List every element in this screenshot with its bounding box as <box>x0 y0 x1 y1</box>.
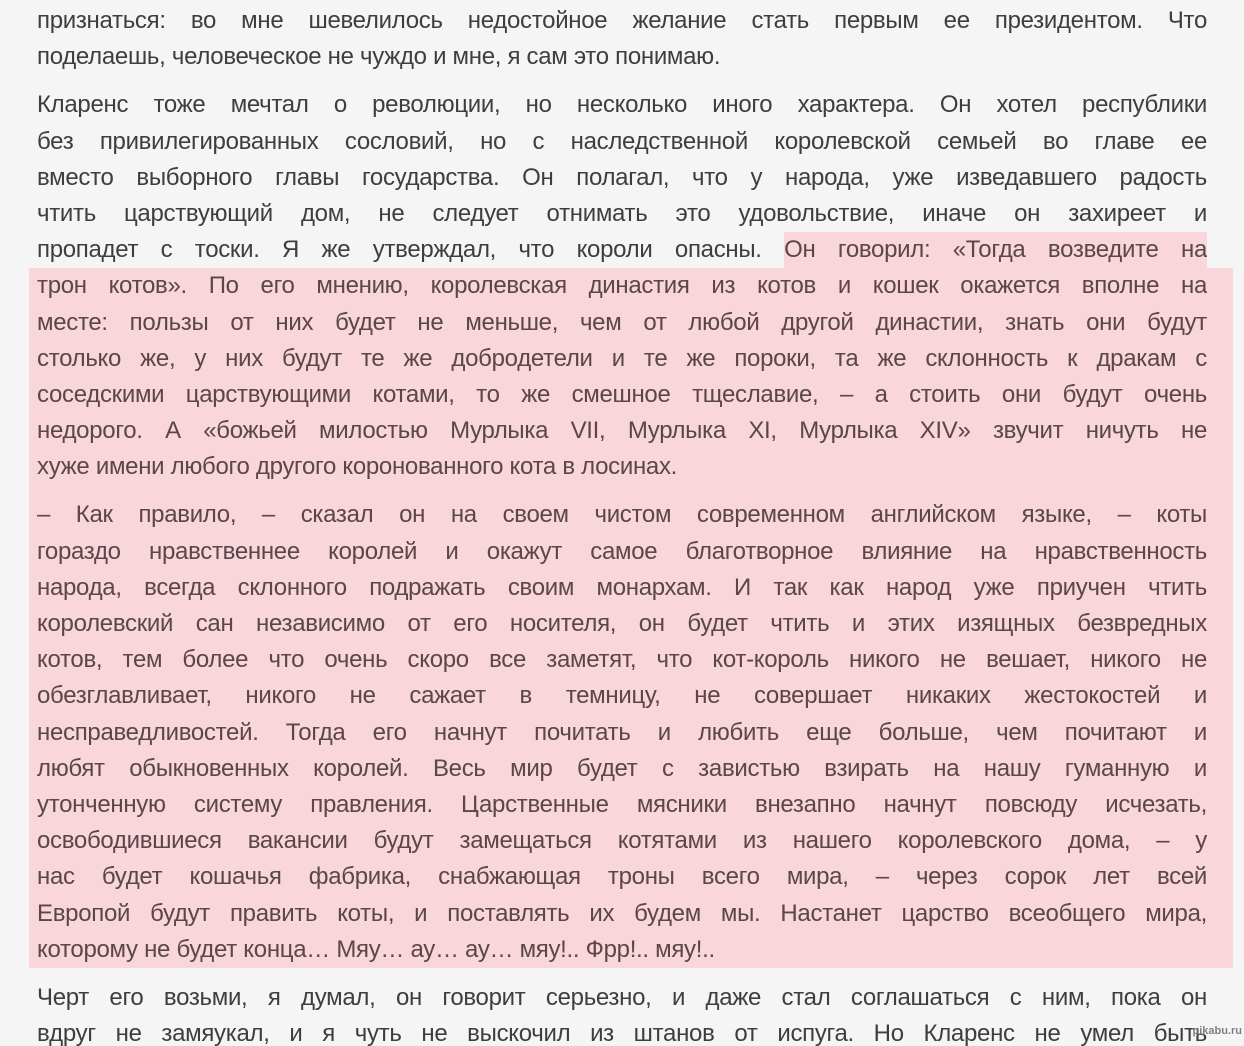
text-line: гораздо нравственнее королей и окажут самое благотворное влияние на нравственность <box>37 537 1207 565</box>
paragraph-gap <box>37 485 1207 497</box>
text-line: трон котов». По его мнению, королевская династия из котов и кошек окажется вполне на <box>37 272 1207 300</box>
paragraph-2-start <box>37 87 1207 268</box>
pikabu-watermark: pikabu.ru <box>1192 1025 1242 1037</box>
text-line: обезглавливает, никого не сажает в темницу, не совершает никаких жестокостей и <box>37 682 1207 710</box>
text-line-selection-start <box>37 232 1207 268</box>
text-line: месте: пользы от них будет не меньше, чем от любой другой династии, знать они будут <box>37 308 1207 336</box>
selection-highlight-start: Он говорил: «Тогда возведите на <box>784 232 1207 268</box>
text-line: утонченную систему правления. Царственные мясники внезапно начнут повсюду исчезать, <box>37 790 1207 818</box>
text-line: – Как правило, – сказал он на своем чистом современном английском языке, – коты <box>37 501 1207 529</box>
text-line: недорого. А «божьей милостью Мурлыка VII, Мурлыка XI, Мурлыка XIV» звучит ничуть не <box>37 417 1207 445</box>
text-line: соседскими царствующими котами, то же смешное тщеславие, – а стоить они будут очень <box>37 380 1207 408</box>
text-line: котов, тем более что очень скоро все заметят, что кот-король никого не вешает, никого не <box>37 646 1207 674</box>
text-line: несправедливостей. Тогда его начнут почитать и любить еще больше, чем почитают и <box>37 718 1207 746</box>
text-line: хуже имени любого другого коронованного кота в лосинах. <box>37 453 678 481</box>
text-line: нас будет кошачья фабрика, снабжающая троны всего мира, – через сорок лет всей <box>37 863 1207 891</box>
text-line: Европой будут править коты, и поставлять их будем мы. Настанет царство всеобщего мира, <box>37 899 1207 927</box>
paragraph-3 <box>37 497 1207 967</box>
text-line: которому не будет конца… Мяу… ау… ау… мяу!.. Фрр!.. мяу!.. <box>37 935 715 963</box>
text-line: чтить царствующий дом, не следует отнимать это удовольствие, иначе он захиреет и <box>37 199 1207 227</box>
paragraph-1 <box>37 3 1207 75</box>
text-line: Черт его возьми, я думал, он говорит серьезно, и даже стал соглашаться с ним, пока он <box>37 983 1207 1011</box>
paragraph-4 <box>37 980 1207 1046</box>
text-line: любят обыкновенных королей. Весь мир будет с завистью взирать на нашу гуманную и <box>37 754 1207 782</box>
text-line: без привилегированных сословий, но с наследственной королевской семьей во главе ее <box>37 127 1207 155</box>
text-line: вдруг не замяукал, и я чуть не выскочил из штанов от испуга. Но Кларенс не умел быть <box>37 1020 1207 1046</box>
text-line: народа, всегда склонного подражать своим монархам. И так как народ уже приучен чтить <box>37 573 1207 601</box>
selection-highlight-block <box>29 268 1233 968</box>
text-line: вместо выборного главы государства. Он полагал, что у народа, уже изведавшего радость <box>37 163 1207 191</box>
text-line: Кларенс тоже мечтал о революции, но несколько иного характера. Он хотел республики <box>37 91 1207 119</box>
text-line: столько же, у них будут те же добродетели и те же пороки, та же склонность к дракам с <box>37 344 1207 372</box>
text-line: признаться: во мне шевелилось недостойное желание стать первым ее президентом. Что <box>37 7 1207 34</box>
text-line: поделаешь, человеческое не чуждо и мне, я сам это понимаю. <box>37 43 721 71</box>
text-line: королевский сан независимо от его носителя, он будет чтить и этих изящных безвредных <box>37 610 1207 637</box>
text-line: освободившиеся вакансии будут замещаться котятами из нашего королевского дома, – у <box>37 827 1207 855</box>
paragraph-2-end <box>37 268 1207 485</box>
text-segment: пропадет с тоски. Я же утверждал, что короли опасны. <box>37 236 785 264</box>
